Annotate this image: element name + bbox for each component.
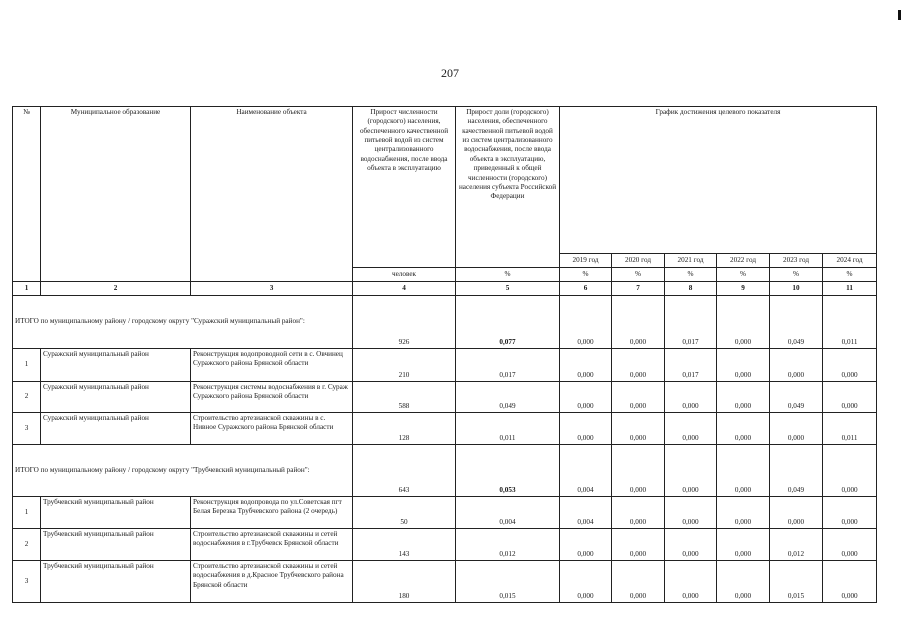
col-number: 8 — [665, 282, 717, 296]
value-cell: 143 — [353, 529, 456, 561]
unit-pct: % — [770, 268, 823, 282]
municipality-cell: Трубчевский муниципальный район — [41, 529, 191, 561]
object-cell: Реконструкция водопроводной сети в с. Овчинец Суражского района Брянской области — [191, 349, 353, 382]
value-cell: 0,049 — [456, 382, 560, 413]
value-cell: 0,000 — [770, 413, 823, 445]
value-cell: 0,000 — [560, 561, 612, 603]
unit-pct: % — [612, 268, 665, 282]
total-cell: 0,049 — [770, 296, 823, 349]
total-cell: 0,000 — [612, 445, 665, 497]
table-row — [13, 529, 877, 561]
value-cell: 588 — [353, 382, 456, 413]
value-cell: 0,015 — [770, 561, 823, 603]
value-cell: 0,000 — [665, 561, 717, 603]
total-row — [13, 445, 877, 497]
value-cell: 0,017 — [665, 349, 717, 382]
col-number: 1 — [13, 282, 41, 296]
value-cell: 0,000 — [560, 413, 612, 445]
value-cell: 0,000 — [665, 497, 717, 529]
unit-pct: % — [717, 268, 770, 282]
header-schedule: График достижения целевого показателя — [560, 107, 877, 254]
value-cell: 0,000 — [612, 382, 665, 413]
value-cell: 0,000 — [612, 561, 665, 603]
table-row — [13, 497, 877, 529]
col-number: 10 — [770, 282, 823, 296]
object-cell: Строительство артезианской скважины и сетей водоснабжения в д.Красное Трубчевского района Брянской области — [191, 561, 353, 603]
municipality-cell: Трубчевский муниципальный район — [41, 561, 191, 603]
value-cell: 0,000 — [612, 349, 665, 382]
row-number: 1 — [13, 349, 41, 382]
total-cell: 0,000 — [612, 296, 665, 349]
col-number: 7 — [612, 282, 665, 296]
row-number: 3 — [13, 413, 41, 445]
col-number: 3 — [191, 282, 353, 296]
total-cell: 0,000 — [717, 296, 770, 349]
total-cell: 0,000 — [560, 296, 612, 349]
municipality-cell: Суражский муниципальный район — [41, 382, 191, 413]
value-cell: 0,000 — [560, 529, 612, 561]
value-cell: 0,000 — [717, 382, 770, 413]
value-cell: 0,000 — [612, 529, 665, 561]
header-num: № — [13, 107, 41, 282]
total-cell: 0,053 — [456, 445, 560, 497]
year-2024: 2024 год — [823, 254, 877, 268]
total-cell: 643 — [353, 445, 456, 497]
value-cell: 0,000 — [717, 561, 770, 603]
table-row — [13, 413, 877, 445]
total-cell: 0,000 — [717, 445, 770, 497]
value-cell: 0,000 — [665, 529, 717, 561]
total-cell: 0,004 — [560, 445, 612, 497]
municipality-cell: Суражский муниципальный район — [41, 413, 191, 445]
value-cell: 0,000 — [823, 561, 877, 603]
value-cell: 0,000 — [665, 382, 717, 413]
value-cell: 0,000 — [560, 382, 612, 413]
total-row — [13, 296, 877, 349]
value-cell: 0,017 — [456, 349, 560, 382]
row-number: 3 — [13, 561, 41, 603]
value-cell: 0,000 — [612, 413, 665, 445]
object-cell: Строительство артезианской скважины в с. Нивное Суражского района Брянской области — [191, 413, 353, 445]
col-number: 11 — [823, 282, 877, 296]
value-cell: 0,000 — [770, 349, 823, 382]
col-number: 9 — [717, 282, 770, 296]
value-cell: 0,000 — [823, 382, 877, 413]
value-cell: 0,011 — [823, 413, 877, 445]
year-2019: 2019 год — [560, 254, 612, 268]
total-cell: 0,049 — [770, 445, 823, 497]
value-cell: 0,011 — [456, 413, 560, 445]
year-2021: 2021 год — [665, 254, 717, 268]
value-cell: 128 — [353, 413, 456, 445]
row-number: 1 — [13, 497, 41, 529]
value-cell: 0,000 — [823, 529, 877, 561]
total-cell: 926 — [353, 296, 456, 349]
value-cell: 0,000 — [823, 497, 877, 529]
value-cell: 0,000 — [717, 529, 770, 561]
value-cell: 50 — [353, 497, 456, 529]
total-cell: 0,000 — [823, 445, 877, 497]
value-cell: 0,004 — [560, 497, 612, 529]
municipality-cell: Суражский муниципальный район — [41, 349, 191, 382]
value-cell: 0,000 — [560, 349, 612, 382]
unit-people: человек — [353, 268, 456, 282]
total-label: ИТОГО по муниципальному району / городскому округу "Трубчевский муниципальный район": — [13, 445, 353, 497]
unit-pct: % — [456, 268, 560, 282]
col-number: 2 — [41, 282, 191, 296]
unit-pct: % — [823, 268, 877, 282]
row-number: 2 — [13, 382, 41, 413]
header-share-increase: Прирост доли (городского) населения, обеспеченного качественной питьевой водой из систем централизованного водоснабжения, после ввода объекта в эксплуатацию, приведенный к общей численности (городского) населения субъекта Российской Федерации — [456, 107, 560, 268]
value-cell: 0,004 — [456, 497, 560, 529]
value-cell: 0,000 — [717, 349, 770, 382]
total-cell: 0,000 — [665, 445, 717, 497]
table-row — [13, 561, 877, 603]
value-cell: 210 — [353, 349, 456, 382]
total-label: ИТОГО по муниципальному району / городскому округу "Суражский муниципальный район": — [13, 296, 353, 349]
header-object: Наименование объекта — [191, 107, 353, 282]
total-cell: 0,017 — [665, 296, 717, 349]
col-number: 4 — [353, 282, 456, 296]
unit-pct: % — [665, 268, 717, 282]
row-number: 2 — [13, 529, 41, 561]
value-cell: 0,000 — [823, 349, 877, 382]
object-cell: Реконструкция системы водоснабжения в г. Сураж Суражского района Брянской области — [191, 382, 353, 413]
col-number: 6 — [560, 282, 612, 296]
value-cell: 0,015 — [456, 561, 560, 603]
column-numbers-row — [13, 282, 877, 296]
value-cell: 0,049 — [770, 382, 823, 413]
year-2020: 2020 год — [612, 254, 665, 268]
edge-mark — [898, 10, 901, 20]
value-cell: 0,000 — [612, 497, 665, 529]
year-2022: 2022 год — [717, 254, 770, 268]
header-municipality: Муниципальное образование — [41, 107, 191, 282]
value-cell: 0,000 — [770, 497, 823, 529]
table-row — [13, 349, 877, 382]
unit-pct: % — [560, 268, 612, 282]
year-2023: 2023 год — [770, 254, 823, 268]
value-cell: 0,000 — [717, 413, 770, 445]
header-row — [13, 107, 877, 254]
total-cell: 0,077 — [456, 296, 560, 349]
header-pop-increase: Прирост численности (городского) населения, обеспеченного качественной питьевой водой из систем централизованного водоснабжения, после ввода объекта в эксплуатацию — [353, 107, 456, 268]
municipality-cell: Трубчевский муниципальный район — [41, 497, 191, 529]
total-cell: 0,011 — [823, 296, 877, 349]
col-number: 5 — [456, 282, 560, 296]
page-number: 207 — [441, 66, 459, 80]
value-cell: 0,012 — [456, 529, 560, 561]
target-indicator-table — [12, 106, 877, 603]
value-cell: 180 — [353, 561, 456, 603]
value-cell: 0,012 — [770, 529, 823, 561]
object-cell: Строительство артезианской скважины и сетей водоснабжения в г.Трубчевск Брянской области — [191, 529, 353, 561]
table-row — [13, 382, 877, 413]
value-cell: 0,000 — [665, 413, 717, 445]
object-cell: Реконструкция водопровода по ул.Советская пгт Белая Березка Трубчевского района (2 очередь) — [191, 497, 353, 529]
value-cell: 0,000 — [717, 497, 770, 529]
